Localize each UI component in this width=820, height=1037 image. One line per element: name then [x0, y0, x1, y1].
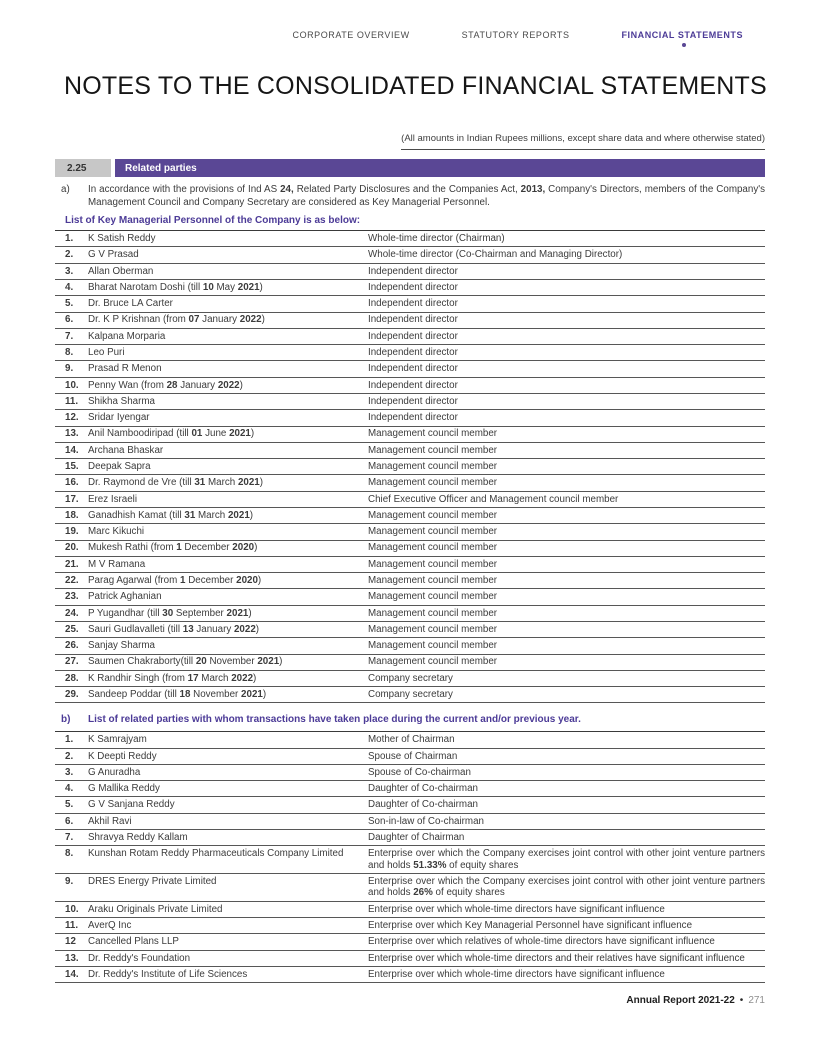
row-number: 4.	[55, 781, 88, 797]
table-row	[55, 732, 765, 748]
person-name: Saumen Chakraborty(till 20 November 2021)	[88, 654, 368, 670]
party-name: G Mallika Reddy	[88, 781, 368, 797]
row-number: 3.	[55, 764, 88, 780]
row-number: 18.	[55, 507, 88, 523]
row-number: 20.	[55, 540, 88, 556]
row-number: 15.	[55, 459, 88, 475]
person-role: Management council member	[368, 605, 765, 621]
row-number: 13.	[55, 426, 88, 442]
party-name: DRES Energy Private Limited	[88, 874, 368, 902]
table-row	[55, 231, 765, 247]
party-relationship: Spouse of Chairman	[368, 748, 765, 764]
person-role: Management council member	[368, 459, 765, 475]
table-row	[55, 901, 765, 917]
person-name: Patrick Aghanian	[88, 589, 368, 605]
person-role: Independent director	[368, 296, 765, 312]
person-role: Management council member	[368, 540, 765, 556]
table-row	[55, 296, 765, 312]
party-name: AverQ Inc	[88, 918, 368, 934]
party-relationship: Daughter of Chairman	[368, 830, 765, 846]
row-number: 17.	[55, 491, 88, 507]
person-role: Management council member	[368, 507, 765, 523]
person-name: Sandeep Poddar (till 18 November 2021)	[88, 687, 368, 703]
party-name: Dr. Reddy's Institute of Life Sciences	[88, 967, 368, 983]
person-role: Management council member	[368, 475, 765, 491]
person-name: Kalpana Morparia	[88, 328, 368, 344]
table-row	[55, 813, 765, 829]
person-name: Bharat Narotam Doshi (till 10 May 2021)	[88, 280, 368, 296]
table-row	[55, 687, 765, 703]
table-row	[55, 605, 765, 621]
person-role: Independent director	[368, 410, 765, 426]
row-number: 19.	[55, 524, 88, 540]
party-name: Dr. Reddy's Foundation	[88, 950, 368, 966]
party-relationship: Enterprise over which whole-time directors and their relatives have significant influence	[368, 950, 765, 966]
row-number: 12	[55, 934, 88, 950]
row-number: 11.	[55, 918, 88, 934]
person-role: Chief Executive Officer and Management council member	[368, 491, 765, 507]
person-name: K Randhir Singh (from 17 March 2022)	[88, 670, 368, 686]
row-number: 12.	[55, 410, 88, 426]
row-number: 4.	[55, 280, 88, 296]
table-row	[55, 328, 765, 344]
party-name: K Samrajyam	[88, 732, 368, 748]
section-title: Related parties	[115, 159, 765, 177]
party-relationship: Mother of Chairman	[368, 732, 765, 748]
table-row	[55, 573, 765, 589]
person-name: Marc Kikuchi	[88, 524, 368, 540]
footer-bullet-icon: •	[739, 995, 744, 1006]
table-row	[55, 459, 765, 475]
nav-financial-statements-label: FINANCIAL STATEMENTS	[621, 30, 743, 40]
footer-report-name: Annual Report 2021-22	[626, 995, 735, 1006]
table-row	[55, 475, 765, 491]
party-name: Araku Originals Private Limited	[88, 901, 368, 917]
row-number: 2.	[55, 247, 88, 263]
person-name: K Satish Reddy	[88, 231, 368, 247]
party-name: Kunshan Rotam Reddy Pharmaceuticals Company Limited	[88, 846, 368, 874]
party-relationship: Daughter of Co-chairman	[368, 781, 765, 797]
person-role: Independent director	[368, 345, 765, 361]
table-row	[55, 280, 765, 296]
table-row	[55, 426, 765, 442]
table-row	[55, 797, 765, 813]
person-role: Independent director	[368, 361, 765, 377]
person-role: Whole-time director (Chairman)	[368, 231, 765, 247]
party-relationship: Enterprise over which relatives of whole-time directors have significant influence	[368, 934, 765, 950]
person-name: P Yugandhar (till 30 September 2021)	[88, 605, 368, 621]
row-number: 14.	[55, 442, 88, 458]
person-name: Sridar Iyengar	[88, 410, 368, 426]
table-row	[55, 654, 765, 670]
table-row	[55, 670, 765, 686]
person-role: Independent director	[368, 312, 765, 328]
row-number: 16.	[55, 475, 88, 491]
person-name: Shikha Sharma	[88, 394, 368, 410]
row-number: 7.	[55, 328, 88, 344]
table-row	[55, 377, 765, 393]
table-row	[55, 934, 765, 950]
person-name: Archana Bhaskar	[88, 442, 368, 458]
row-number: 26.	[55, 638, 88, 654]
person-name: Sanjay Sharma	[88, 638, 368, 654]
row-number: 28.	[55, 670, 88, 686]
page-footer	[626, 995, 765, 1006]
party-name: K Deepti Reddy	[88, 748, 368, 764]
person-role: Management council member	[368, 426, 765, 442]
table-row	[55, 507, 765, 523]
table-row	[55, 781, 765, 797]
kmp-table	[55, 230, 765, 703]
row-number: 3.	[55, 263, 88, 279]
row-number: 10.	[55, 901, 88, 917]
party-relationship: Daughter of Co-chairman	[368, 797, 765, 813]
party-name: G Anuradha	[88, 764, 368, 780]
table-row	[55, 589, 765, 605]
party-relationship: Spouse of Co-chairman	[368, 764, 765, 780]
person-role: Management council member	[368, 524, 765, 540]
table-row	[55, 621, 765, 637]
party-name: Akhil Ravi	[88, 813, 368, 829]
table-row	[55, 846, 765, 874]
person-role: Company secretary	[368, 670, 765, 686]
party-relationship: Enterprise over which the Company exercises joint control with other joint venture partners and holds 26% of equity shares	[368, 874, 765, 902]
table-row	[55, 748, 765, 764]
clause-a-text: In accordance with the provisions of Ind AS 24, Related Party Disclosures and the Companies Act, 2013, Company's Directors, members of the Company's Management Council and Company Secretary are considered as Key Managerial Personnel.	[88, 184, 765, 208]
page-title: NOTES TO THE CONSOLIDATED FINANCIAL STATEMENTS	[64, 72, 767, 100]
party-relationship: Enterprise over which the Company exercises joint control with other joint venture partners and holds 51.33% of equity shares	[368, 846, 765, 874]
row-number: 13.	[55, 950, 88, 966]
row-number: 2.	[55, 748, 88, 764]
table-row	[55, 764, 765, 780]
main-content	[55, 182, 765, 983]
table-row	[55, 638, 765, 654]
amounts-note: (All amounts in Indian Rupees millions, except share data and where otherwise stated)	[401, 133, 765, 150]
row-number: 25.	[55, 621, 88, 637]
nav-financial-statements[interactable]	[622, 30, 744, 40]
party-name: G V Sanjana Reddy	[88, 797, 368, 813]
row-number: 21.	[55, 556, 88, 572]
party-relationship: Son-in-law of Co-chairman	[368, 813, 765, 829]
row-number: 29.	[55, 687, 88, 703]
party-relationship: Enterprise over which whole-time directors have significant influence	[368, 967, 765, 983]
section-number: 2.25	[55, 159, 111, 177]
row-number: 9.	[55, 874, 88, 902]
table-row	[55, 410, 765, 426]
row-number: 23.	[55, 589, 88, 605]
person-name: Penny Wan (from 28 January 2022)	[88, 377, 368, 393]
person-name: Deepak Sapra	[88, 459, 368, 475]
person-role: Independent director	[368, 280, 765, 296]
clause-b-heading-text: List of related parties with whom transactions have taken place during the current and/or previous year.	[88, 714, 581, 726]
row-number: 8.	[55, 345, 88, 361]
person-name: Prasad R Menon	[88, 361, 368, 377]
party-relationship: Enterprise over which whole-time directors have significant influence	[368, 901, 765, 917]
person-name: G V Prasad	[88, 247, 368, 263]
table-row	[55, 950, 765, 966]
person-name: Dr. K P Krishnan (from 07 January 2022)	[88, 312, 368, 328]
person-role: Management council member	[368, 573, 765, 589]
table-row	[55, 556, 765, 572]
row-number: 6.	[55, 312, 88, 328]
table-row	[55, 394, 765, 410]
table-row	[55, 540, 765, 556]
person-name: Anil Namboodiripad (till 01 June 2021)	[88, 426, 368, 442]
row-number: 9.	[55, 361, 88, 377]
table-row	[55, 442, 765, 458]
active-nav-dot-icon	[682, 43, 686, 47]
row-number: 27.	[55, 654, 88, 670]
table-row	[55, 263, 765, 279]
person-role: Independent director	[368, 328, 765, 344]
person-name: Allan Oberman	[88, 263, 368, 279]
row-number: 10.	[55, 377, 88, 393]
clause-a	[55, 184, 765, 209]
table-row	[55, 524, 765, 540]
table-row	[55, 874, 765, 902]
party-name: Shravya Reddy Kallam	[88, 830, 368, 846]
row-number: 6.	[55, 813, 88, 829]
person-name: Parag Agarwal (from 1 December 2020)	[88, 573, 368, 589]
table-row	[55, 967, 765, 983]
person-name: M V Ramana	[88, 556, 368, 572]
person-name: Erez Israeli	[88, 491, 368, 507]
row-number: 1.	[55, 231, 88, 247]
table-row	[55, 345, 765, 361]
person-name: Dr. Bruce LA Carter	[88, 296, 368, 312]
person-name: Ganadhish Kamat (till 31 March 2021)	[88, 507, 368, 523]
person-name: Dr. Raymond de Vre (till 31 March 2021)	[88, 475, 368, 491]
row-number: 14.	[55, 967, 88, 983]
row-number: 7.	[55, 830, 88, 846]
person-name: Leo Puri	[88, 345, 368, 361]
row-number: 5.	[55, 296, 88, 312]
table-row	[55, 247, 765, 263]
row-number: 11.	[55, 394, 88, 410]
row-number: 24.	[55, 605, 88, 621]
kmp-table-heading: List of Key Managerial Personnel of the Company is as below:	[65, 215, 361, 227]
person-role: Management council member	[368, 442, 765, 458]
table-row	[55, 312, 765, 328]
party-relationship: Enterprise over which Key Managerial Personnel have significant influence	[368, 918, 765, 934]
person-role: Management council member	[368, 556, 765, 572]
table-row	[55, 918, 765, 934]
row-number: 8.	[55, 846, 88, 874]
person-role: Whole-time director (Co-Chairman and Managing Director)	[368, 247, 765, 263]
clause-a-label: a)	[61, 184, 70, 195]
table-row	[55, 491, 765, 507]
nav-corporate-overview[interactable]: CORPORATE OVERVIEW	[292, 30, 410, 40]
related-parties-table	[55, 731, 765, 983]
person-role: Independent director	[368, 263, 765, 279]
table-row	[55, 830, 765, 846]
person-role: Management council member	[368, 589, 765, 605]
party-name: Cancelled Plans LLP	[88, 934, 368, 950]
section-header-bar	[55, 159, 765, 177]
person-role: Management council member	[368, 654, 765, 670]
row-number: 5.	[55, 797, 88, 813]
person-role: Management council member	[368, 621, 765, 637]
person-role: Independent director	[368, 377, 765, 393]
person-role: Company secretary	[368, 687, 765, 703]
row-number: 22.	[55, 573, 88, 589]
person-name: Sauri Gudlavalleti (till 13 January 2022)	[88, 621, 368, 637]
person-name: Mukesh Rathi (from 1 December 2020)	[88, 540, 368, 556]
person-role: Management council member	[368, 638, 765, 654]
person-role: Independent director	[368, 394, 765, 410]
footer-page-number: 271	[748, 995, 765, 1006]
clause-b-heading	[55, 714, 765, 725]
row-number: 1.	[55, 732, 88, 748]
clause-b-label: b)	[61, 714, 71, 726]
nav-statutory-reports[interactable]: STATUTORY REPORTS	[461, 30, 570, 40]
table-row	[55, 361, 765, 377]
top-navigation	[0, 30, 743, 40]
